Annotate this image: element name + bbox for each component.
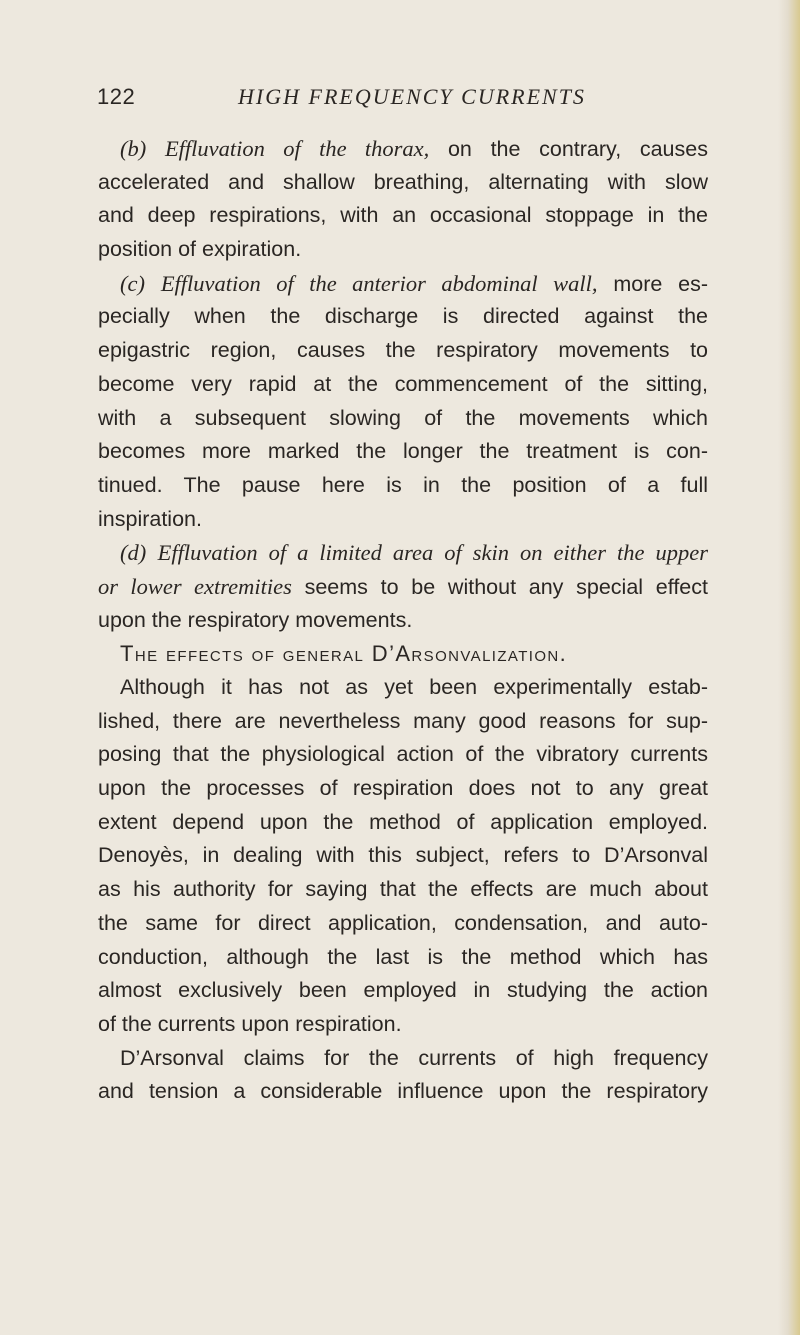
running-head: HIGH FREQUENCY CURRENTS [238,84,586,109]
section-heading: The effects of general D’Arsonvalization. [120,641,568,667]
paragraph-c-label: (c) [120,270,145,296]
paragraph-general-line-11: of the currents upon respiration. [98,1011,402,1036]
paragraph-general-line-1: Although it has not as yet been experimentally estab- [120,675,708,699]
paragraph-b-label: (b) [120,136,147,161]
paragraph-d-label: (d) [120,540,147,566]
paragraph-c-heading: Effluvation of the anterior abdominal wall, [160,270,598,296]
paragraph-c-line-3: epigastric region, causes the respiratory movements to [98,338,708,363]
paragraph-general-line-10: almost exclusively been employed in studying the action [98,978,708,1003]
paragraph-general-line-6: Denoyès, in dealing with this subject, refers to D’Arsonval [98,843,708,868]
paragraph-c-line-4: become very rapid at the commencement of the sitting, [98,371,708,396]
paragraph-last-line-2: and tension a considerable influence upon the respiratory [98,1079,708,1104]
paragraph-d-line-2: or lower extremities seems to be without any special effect [98,573,708,599]
paragraph-b-line-2: accelerated and shallow breathing, alternating with slow [98,169,708,194]
paragraph-d-heading-1: Effluvation of a limited area of skin on either the upper [157,540,708,566]
paragraph-c-line-7: tinued. The pause here is in the position of a full [98,472,708,497]
page-header [97,84,707,118]
paragraph-general-line-2: lished, there are nevertheless many good reasons for sup- [98,708,708,733]
paragraph-c-line-2: pecially when the discharge is directed against the [98,304,708,329]
page-number: 122 [97,84,136,109]
body-text [98,132,708,1109]
paragraph-d-line-3: upon the respiratory movements. [98,607,413,632]
paragraph-b-heading: Effluvation of the thorax, [164,136,430,161]
paragraph-d-line-1 [98,536,708,570]
paragraph-b-line-3: and deep respirations, with an occasional stoppage in the [98,203,708,228]
paragraph-d-heading-2: or lower extremities [98,573,292,599]
paragraph-general-line-5: extent depend upon the method of application employed. [98,809,708,834]
paragraph-c-line-5: with a subsequent slowing of the movements which [98,405,708,430]
paragraph-last-line-1: D’Arsonval claims for the currents of high frequency [120,1045,708,1070]
paragraph-c-line-1: (c) Effluvation of the anterior abdominal wall, more es- [120,270,708,296]
paragraph-general-line-9: conduction, although the last is the method which has [98,944,708,969]
paragraph-b-line-4: position of expiration. [98,237,302,262]
paragraph-general-line-7: as his authority for saying that the effects are much about [98,877,708,902]
paragraph-general-line-3: posing that the physiological action of the vibratory currents [98,742,708,767]
paragraph-general-line-8: the same for direct application, condensation, and auto- [98,910,708,935]
page-edge-shadow [778,0,800,1335]
paragraph-b-line-1: (b) Effluvation of the thorax, on the contrary, causes [120,136,708,161]
paragraph-c-line-8: inspiration. [98,506,202,531]
paragraph-c-line-6: becomes more marked the longer the treatment is con- [98,439,708,464]
paragraph-general-line-4: upon the processes of respiration does not to any great [98,776,708,801]
